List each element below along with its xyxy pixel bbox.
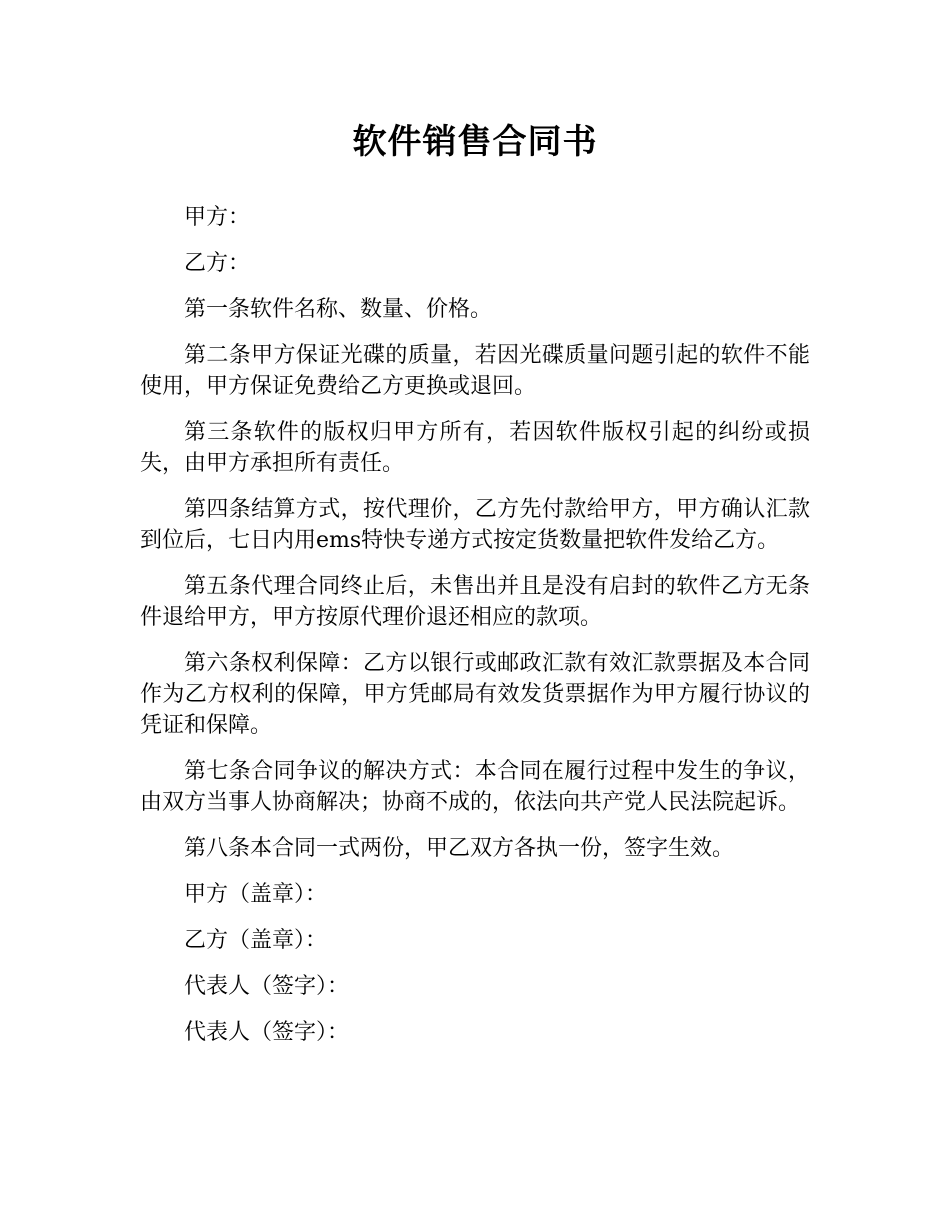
- representative-signature-line: 代表人（签字）：: [184, 1020, 350, 1045]
- clause-7: 第七条合同争议的解决方式：本合同在履行过程中发生的争议，由双方当事人协商解决；协商不成的，依法向共产党人民法院起诉。: [140, 759, 810, 815]
- clause-6: 第六条权利保障：乙方以银行或邮政汇款有效汇款票据及本合同作为乙方权利的保障，甲方凭邮局有效发货票据作为甲方履行协议的凭证和保障。: [140, 651, 810, 738]
- party-a-seal-line: 甲方（盖章）：: [184, 882, 328, 907]
- party-a-line: 甲方：: [184, 205, 251, 230]
- party-b-seal-line: 乙方（盖章）：: [184, 928, 328, 953]
- clause-3: 第三条软件的版权归甲方所有，若因软件版权引起的纠纷或损失，由甲方承担所有责任。: [140, 420, 810, 476]
- party-b-line: 乙方：: [184, 251, 251, 276]
- clause-1: 第一条软件名称、数量、价格。: [184, 297, 493, 322]
- clause-8: 第八条本合同一式两份，甲乙双方各执一份，签字生效。: [184, 836, 735, 861]
- representative-signature-line: 代表人（签字）：: [184, 974, 350, 999]
- clause-5: 第五条代理合同终止后，未售出并且是没有启封的软件乙方无条件退给甲方，甲方按原代理价退还相应的款项。: [140, 574, 810, 630]
- clause-4: 第四条结算方式，按代理价，乙方先付款给甲方，甲方确认汇款到位后，七日内用ems特快专递方式按定货数量把软件发给乙方。: [140, 497, 810, 553]
- document-title: 软件销售合同书: [352, 122, 598, 162]
- clause-2: 第二条甲方保证光碟的质量，若因光碟质量问题引起的软件不能使用，甲方保证免费给乙方更换或退回。: [140, 343, 810, 399]
